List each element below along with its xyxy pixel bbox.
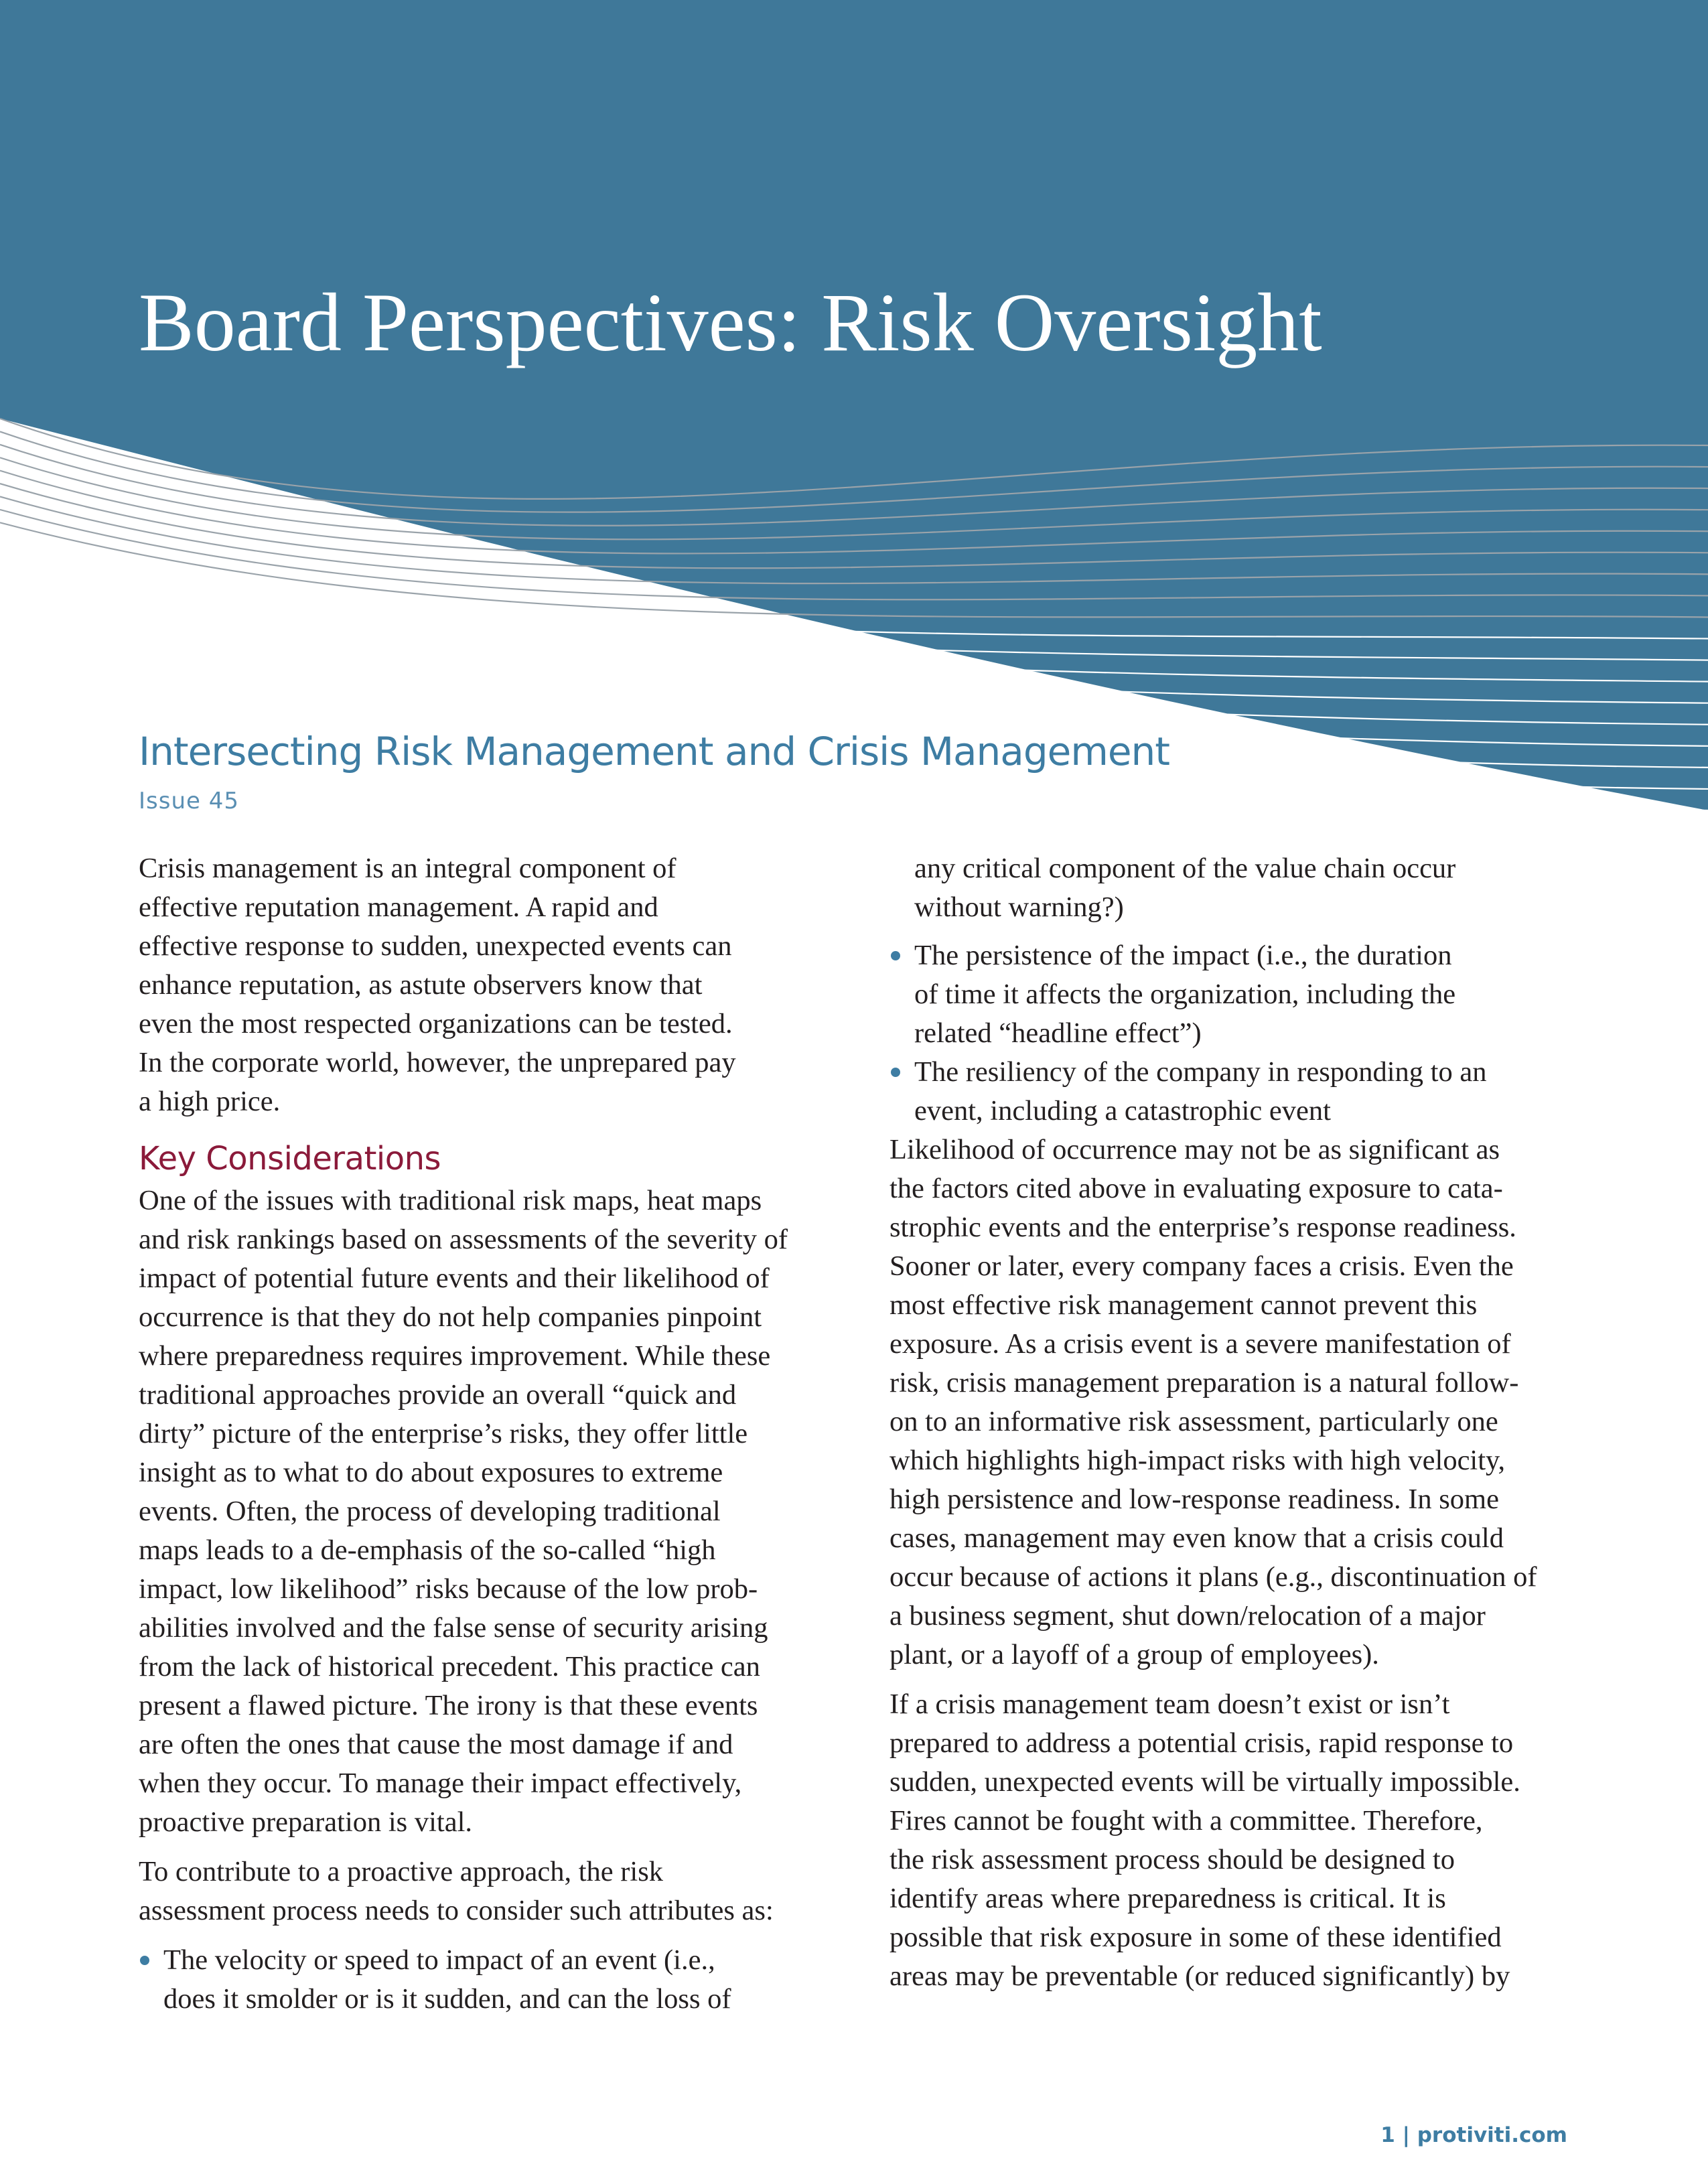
footer-link[interactable]: protiviti.com [1417,2123,1567,2147]
footer-separator: | [1402,2123,1410,2147]
left-column [139,849,832,2019]
section-heading: Key Considerations [139,1140,441,1177]
banner-background [0,0,1708,810]
list-item-resiliency [889,1053,1583,1131]
list-item-text: The resiliency of the company in responding to an event, including a catastrophic event [914,1056,1487,1127]
page-number: 1 [1380,2123,1395,2147]
list-item-velocity [139,1941,832,2019]
list-item-text: The persistence of the impact (i.e., the duration of time it affects the organization, including the related “headline effect”) [914,940,1456,1049]
paragraph-proactive-approach: To contribute to a proactive approach, the risk assessment process needs to consider such attributes as: [139,1856,774,1926]
page-footer [1380,2123,1567,2147]
list-item-text: The velocity or speed to impact of an event (i.e., does it smolder or is it sudden, and can the loss of [163,1944,731,2015]
bullet-icon [140,1956,149,1965]
document-title: Board Perspectives: Risk Oversight [139,277,1322,368]
bullet-icon [891,951,900,960]
paragraph-traditional-risk-maps: One of the issues with traditional risk maps, heat maps and risk rankings based on assessments of the severity of impact of potential future events and their likelihood of occurrence is that they do not help companies pinpoint where preparedness requires improvement. While these traditional approaches provide an overall “quick and dirty” picture of the enterprise’s risks, they offer little insight as to what to do about exposures to extreme events. Often, the process of developing traditional maps leads to a de-emphasis of the so-called “high impact, low likelihood” risks because of the low prob- abilities involved and the false sense of security arising from the lack of historical precedent. This practice can present a flawed picture. The irony is that these events are often the ones that cause the most damage if and when they occur. To manage their impact effectively, proactive preparation is vital. [139,1185,788,1838]
paragraph-crisis-team: If a crisis management team doesn’t exist or isn’t prepared to address a potential crisis, rapid response to sudden, unexpected events will be virtually impossible. Fires cannot be fought with a committee. Therefore, the risk assessment process should be designed to identify areas where preparedness is critical. It is possible that risk exposure in some of these identified areas may be preventable (or reduced significantly) by [889,1688,1520,1992]
paragraph-likelihood: Likelihood of occurrence may not be as significant as the factors cited above in evaluating exposure to cata- strophic events and the enterprise’s response readiness. Sooner or later, every company faces a crisis. Even the most effective risk management cannot prevent this exposure. As a crisis event is a severe manifestation of risk, crisis management preparation is a natural follow- on to an informative risk assessment, particularly one which highlights high-impact risks with high velocity, high persistence and low-response readiness. In some cases, management may even know that a crisis could occur because of actions it plans (e.g., discontinuation of a business segment, shut down/relocation of a major plant, or a layoff of a group of employees). [889,1134,1537,1670]
attributes-list-continued [889,936,1583,1131]
list-item-persistence [889,936,1583,1053]
article-subtitle: Intersecting Risk Management and Crisis Management [139,729,1170,774]
bullet-icon [891,1068,900,1077]
intro-paragraph: Crisis management is an integral component of effective reputation management. A rapid and effective response to sudden, unexpected events can enhance reputation, as astute observers know that even the most respected organizations can be tested. In the corporate world, however, the unprepared pay a high price. [139,853,736,1117]
list-item-continuation: any critical component of the value chain occur without warning?) [914,853,1456,923]
attributes-list [139,1941,832,2019]
header-banner [0,0,1708,817]
issue-number: Issue 45 [139,788,239,814]
right-column [889,849,1583,2007]
